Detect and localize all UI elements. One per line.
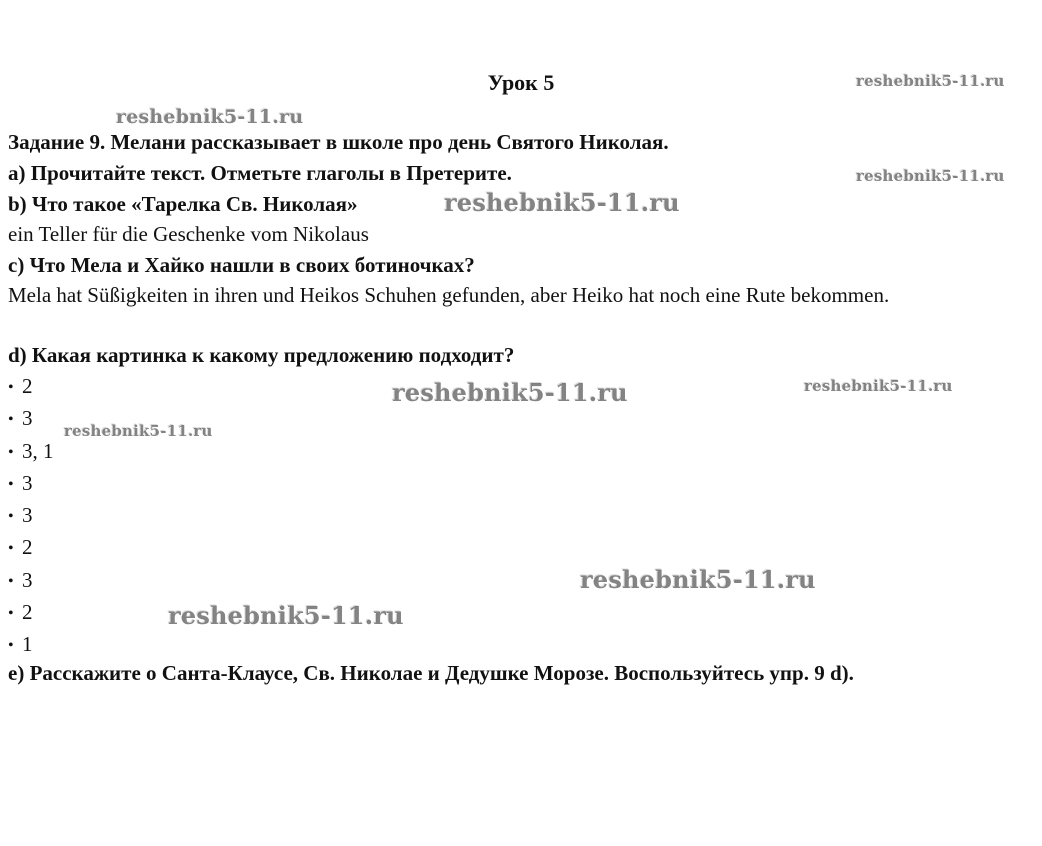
part-e-task: e) Расскажите о Санта-Клаусе, Св. Николае и Дедушке Морозе. Воспользуйтесь упр. 9 d). bbox=[8, 661, 854, 685]
bullet-icon: • bbox=[8, 572, 14, 590]
list-item: • 2 bbox=[8, 370, 54, 402]
part-b-answer: ein Teller für die Geschenke vom Nikolaus bbox=[8, 222, 369, 246]
part-c-question: c) Что Мела и Хайко нашли в своих ботиночках? bbox=[8, 253, 475, 277]
list-item: • 2 bbox=[8, 596, 54, 628]
part-c-answer: Mela hat Süßigkeiten in ihren und Heikos Schuhen gefunden, aber Heiko hat noch eine Rute bekommen. bbox=[8, 283, 890, 307]
watermark: reshebnik5-11.ru bbox=[580, 565, 816, 594]
watermark: reshebnik5-11.ru bbox=[64, 422, 213, 440]
lesson-title: Урок 5 bbox=[487, 70, 555, 95]
watermark: reshebnik5-11.ru bbox=[116, 106, 304, 128]
bullet-icon: • bbox=[8, 443, 14, 461]
watermark: reshebnik5-11.ru bbox=[392, 378, 628, 407]
list-item: • 3 bbox=[8, 402, 54, 434]
bullet-icon: • bbox=[8, 605, 14, 623]
list-item: • 3, 1 bbox=[8, 435, 54, 467]
part-d-question: d) Какая картинка к какому предложению подходит? bbox=[8, 343, 515, 367]
list-item: • 1 bbox=[8, 628, 54, 660]
watermark: reshebnik5-11.ru bbox=[444, 188, 680, 217]
part-b-question: b) Что такое «Тарелка Св. Николая» bbox=[8, 192, 358, 216]
task-heading: Задание 9. Мелани рассказывает в школе про день Святого Николая. bbox=[8, 130, 669, 154]
list-item: • 3 bbox=[8, 499, 54, 531]
list-item: • 3 bbox=[8, 564, 54, 596]
watermark: reshebnik5-11.ru bbox=[856, 72, 1005, 90]
bullet-icon: • bbox=[8, 540, 14, 558]
list-item: • 3 bbox=[8, 467, 54, 499]
bullet-icon: • bbox=[8, 411, 14, 429]
watermark: reshebnik5-11.ru bbox=[168, 601, 404, 630]
part-d-answer-list bbox=[8, 370, 54, 661]
bullet-icon: • bbox=[8, 637, 14, 655]
list-item: • 2 bbox=[8, 531, 54, 563]
watermark: reshebnik5-11.ru bbox=[856, 167, 1005, 185]
part-a-instruction: a) Прочитайте текст. Отметьте глаголы в Претерите. bbox=[8, 161, 512, 185]
watermark: reshebnik5-11.ru bbox=[804, 377, 953, 395]
bullet-icon: • bbox=[8, 508, 14, 526]
bullet-icon: • bbox=[8, 475, 14, 493]
bullet-icon: • bbox=[8, 379, 14, 396]
